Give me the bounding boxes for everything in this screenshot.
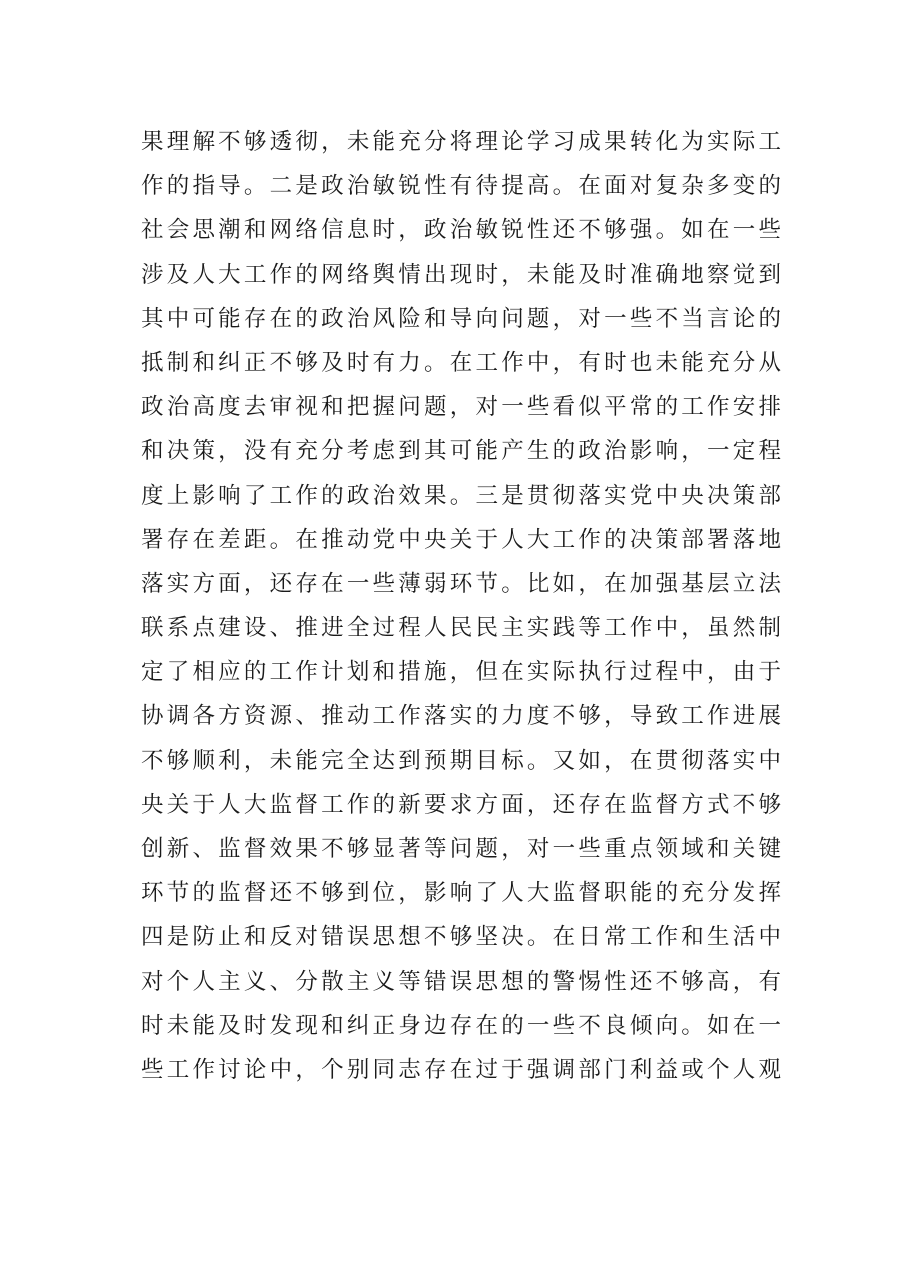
text-line: 不够顺利，未能完全达到预期目标。又如，在贯彻落实中 (141, 747, 781, 774)
body-text (141, 120, 781, 1092)
text-line: 联系点建设、推进全过程人民民主实践等工作中，虽然制 (141, 615, 781, 642)
text-line: 协调各方资源、推动工作落实的力度不够，导致工作进展 (141, 703, 781, 730)
text-line: 对个人主义、分散主义等错误思想的警惕性还不够高，有 (141, 968, 781, 995)
text-line: 署存在差距。在推动党中央关于人大工作的决策部署落地 (141, 526, 781, 553)
text-line: 时未能及时发现和纠正身边存在的一些不良倾向。如在一 (141, 1012, 781, 1039)
text-line: 四是防止和反对错误思想不够坚决。在日常工作和生活中 (141, 924, 781, 951)
text-line: 政治高度去审视和把握问题，对一些看似平常的工作安排 (141, 394, 781, 421)
text-line: 定了相应的工作计划和措施，但在实际执行过程中，由于 (141, 659, 781, 686)
text-line: 果理解不够透彻，未能充分将理论学习成果转化为实际工 (141, 129, 781, 155)
text-line: 环节的监督还不够到位，影响了人大监督职能的充分发挥 (141, 880, 781, 907)
text-line: 央关于人大监督工作的新要求方面，还存在监督方式不够 (141, 791, 781, 818)
text-line: 社会思潮和网络信息时，政治敏锐性还不够强。如在一些 (141, 217, 781, 244)
text-line: 涉及人大工作的网络舆情出现时，未能及时准确地察觉到 (141, 261, 781, 288)
text-line: 度上影响了工作的政治效果。三是贯彻落实党中央决策部 (141, 482, 781, 509)
text-line: 些工作讨论中，个别同志存在过于强调部门利益或个人观 (141, 1056, 781, 1083)
text-line: 和决策，没有充分考虑到其可能产生的政治影响，一定程 (141, 438, 781, 465)
text-line: 创新、监督效果不够显著等问题，对一些重点领域和关键 (141, 836, 781, 862)
text-line: 抵制和纠正不够及时有力。在工作中，有时也未能充分从 (141, 349, 781, 376)
text-line: 作的指导。二是政治敏锐性有待提高。在面对复杂多变的 (141, 173, 781, 200)
text-line: 其中可能存在的政治风险和导向问题，对一些不当言论的 (141, 305, 781, 332)
text-line: 落实方面，还存在一些薄弱环节。比如，在加强基层立法 (141, 570, 781, 597)
